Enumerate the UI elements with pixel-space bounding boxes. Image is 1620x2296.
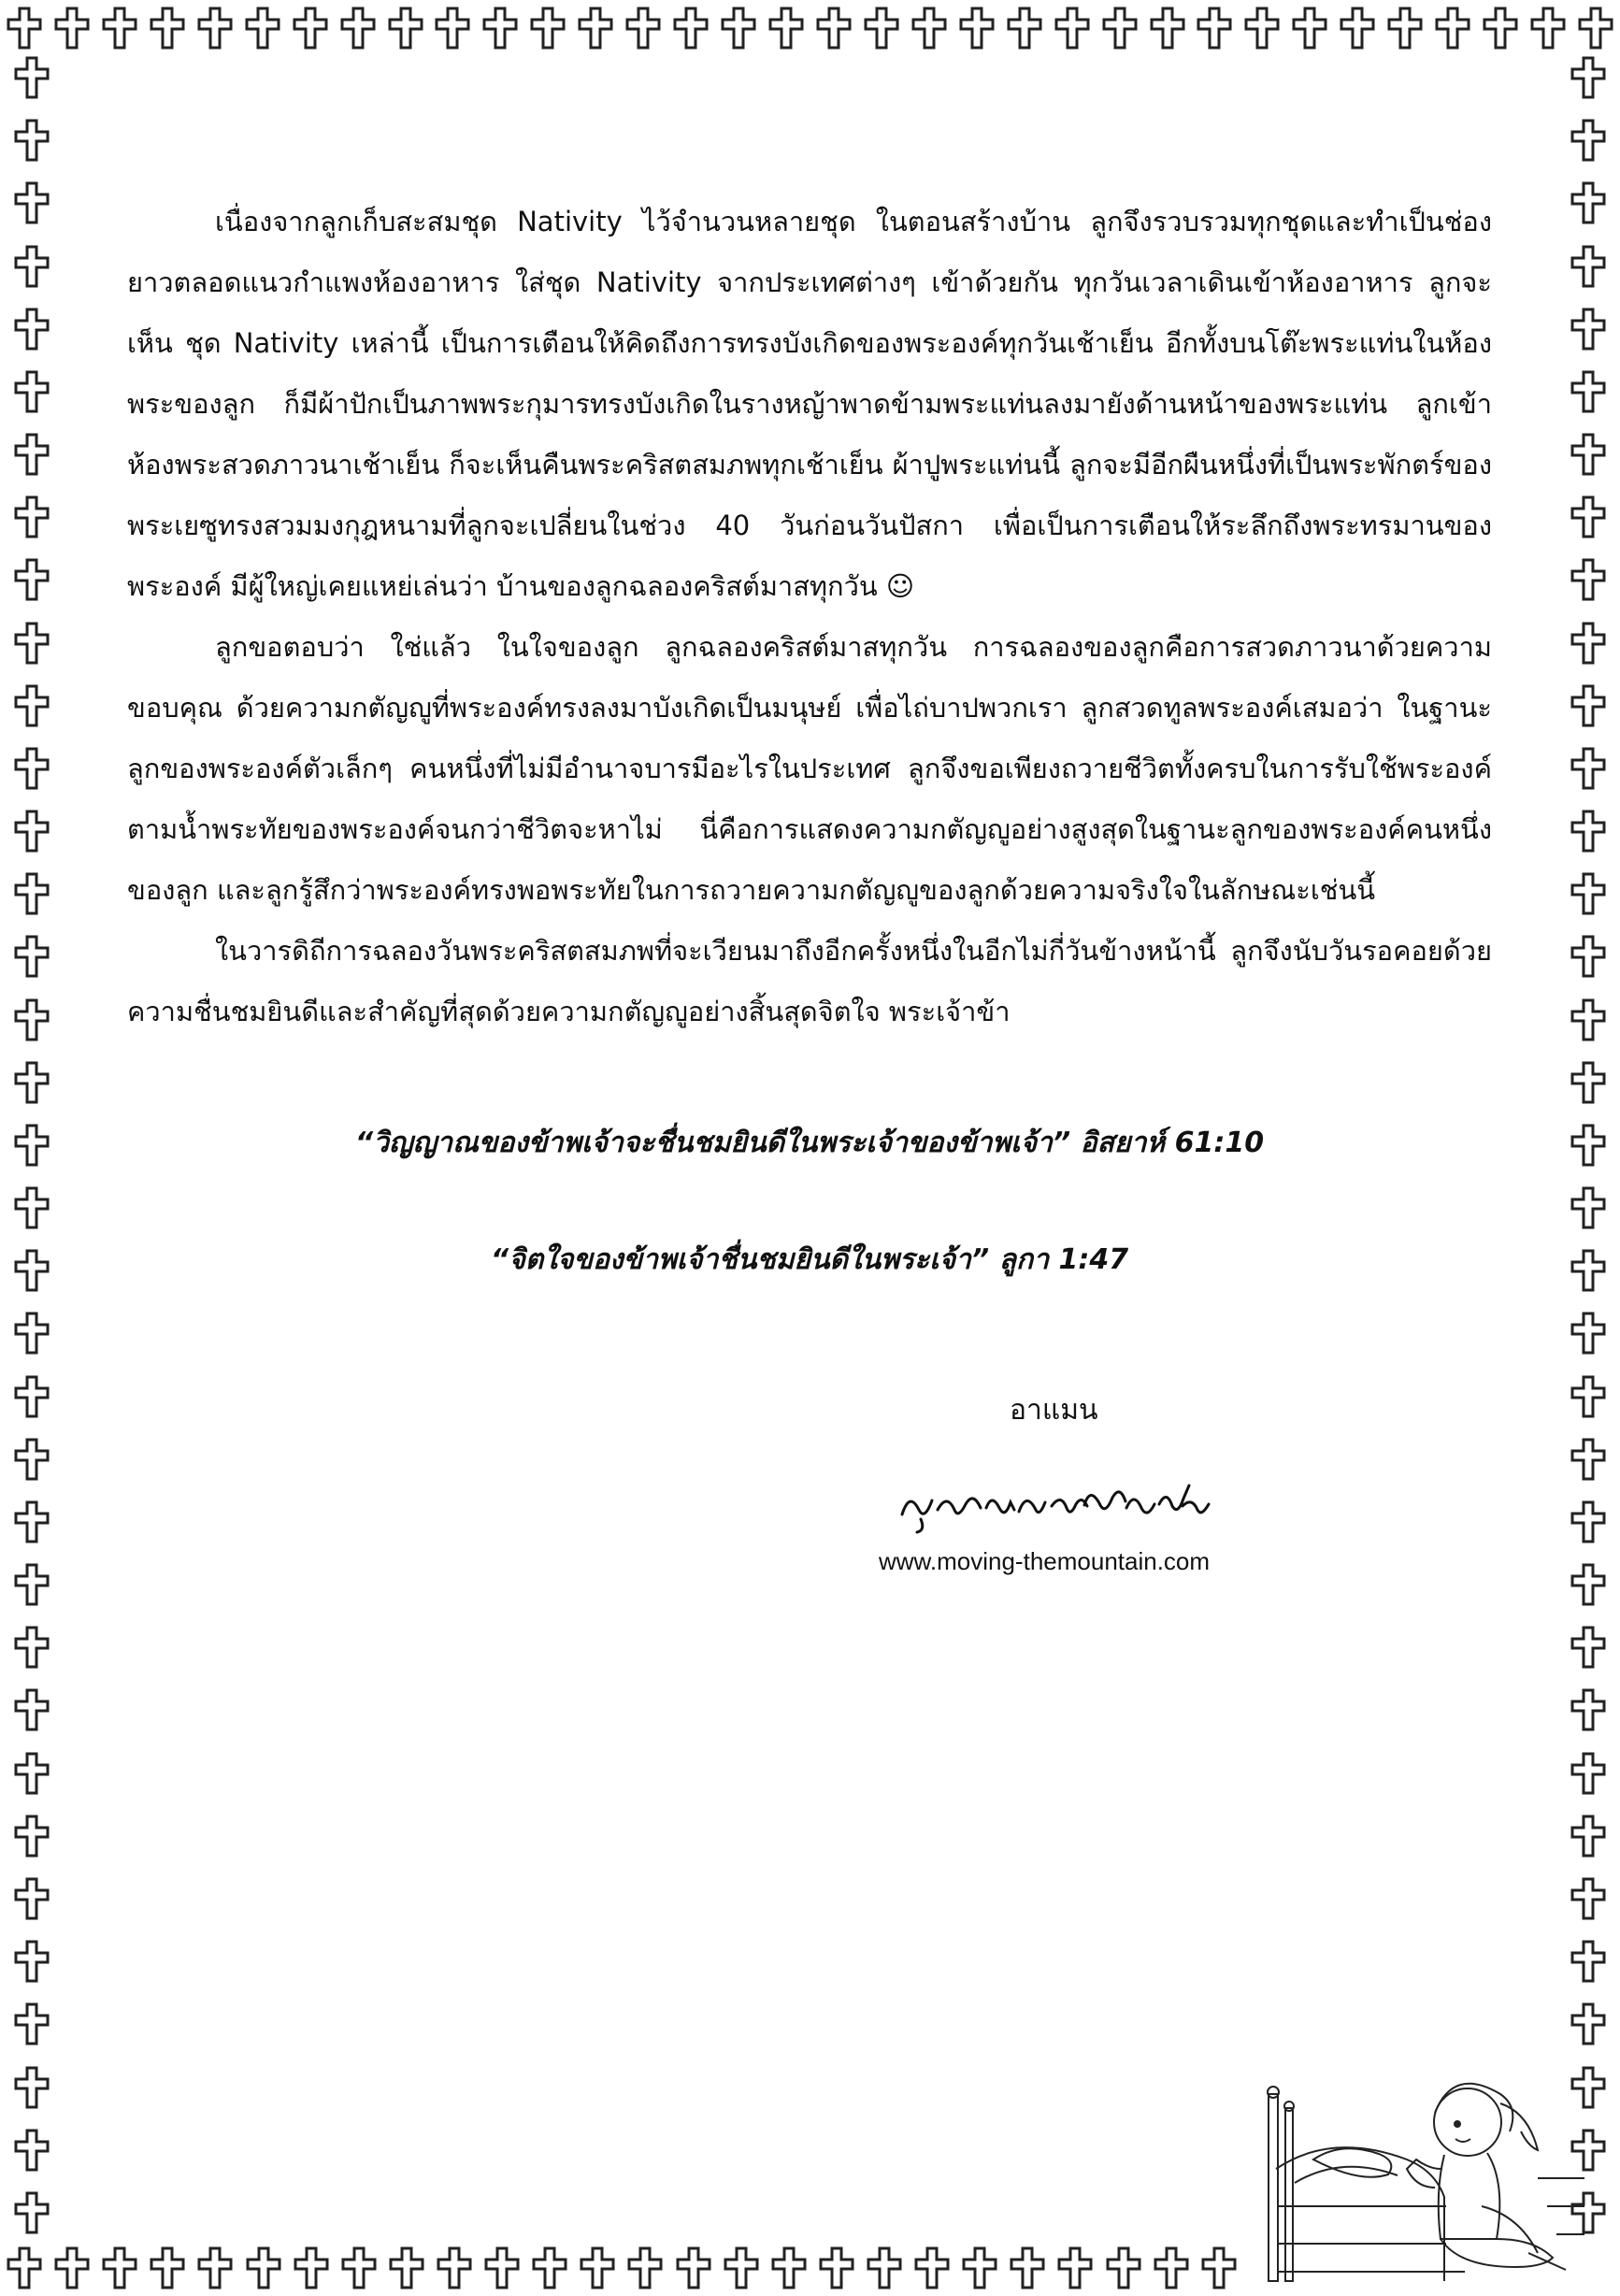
cross-icon: [13, 181, 50, 224]
cross-icon: [13, 433, 50, 476]
praying-child-illustration: [1257, 2019, 1594, 2290]
cross-icon: [913, 2246, 951, 2289]
cross-icon: [13, 1186, 50, 1229]
cross-icon: [13, 935, 50, 978]
cross-icon: [1570, 433, 1607, 476]
cross-icon: [13, 1438, 50, 1481]
cross-icon: [293, 2246, 330, 2289]
cross-icon: [1339, 7, 1376, 50]
cross-icon: [767, 7, 805, 50]
cross-icon: [1570, 1124, 1607, 1167]
cross-icon: [1153, 2246, 1190, 2289]
cross-icon: [149, 7, 186, 50]
cross-icon: [1570, 558, 1607, 601]
cross-icon: [1149, 7, 1186, 50]
cross-icon: [13, 245, 50, 288]
cross-icon: [770, 2246, 808, 2289]
cross-icon: [13, 370, 50, 413]
cross-icon: [6, 2246, 43, 2289]
cross-icon: [1054, 7, 1091, 50]
cross-icon: [13, 56, 50, 99]
cross-icon: [13, 558, 50, 601]
letter-body: [127, 192, 1492, 1282]
cross-icon: [13, 1375, 50, 1418]
cross-icon: [815, 7, 853, 50]
cross-icon: [1434, 7, 1471, 50]
cross-icon: [13, 1688, 50, 1731]
cross-icon: [13, 1124, 50, 1167]
cross-icon: [13, 684, 50, 727]
border-right: [1560, 56, 1616, 2234]
cross-icon: [196, 7, 234, 50]
cross-icon: [245, 2246, 282, 2289]
cross-icon: [863, 7, 900, 50]
cross-icon: [387, 7, 424, 50]
cross-icon: [340, 2246, 378, 2289]
cross-icon: [1570, 935, 1607, 978]
cross-icon: [1570, 1563, 1607, 1606]
cross-icon: [53, 2246, 91, 2289]
cross-icon: [1570, 810, 1607, 853]
cross-icon: [1570, 119, 1607, 162]
cross-icon: [1577, 7, 1614, 50]
cross-icon: [101, 7, 138, 50]
cross-icon: [1570, 1249, 1607, 1292]
cross-icon: [1570, 1688, 1607, 1731]
cross-icon: [13, 810, 50, 853]
cross-icon: [1570, 495, 1607, 538]
cross-icon: [388, 2246, 425, 2289]
cross-icon: [818, 2246, 855, 2289]
cross-icon: [13, 1249, 50, 1292]
cross-icon: [13, 2129, 50, 2172]
cross-icon: [675, 2246, 712, 2289]
cross-icon: [1196, 7, 1233, 50]
cross-icon: [1009, 2246, 1046, 2289]
quote-luke-ref: ลูกา 1:47: [989, 1243, 1129, 1276]
handwritten-signature: [893, 1463, 1229, 1538]
cross-icon: [910, 7, 948, 50]
cross-icon: [1570, 622, 1607, 665]
cross-icon: [723, 2246, 760, 2289]
cross-icon: [13, 1940, 50, 1983]
cross-icon: [13, 495, 50, 538]
cross-icon: [13, 1563, 50, 1606]
cross-icon: [13, 2002, 50, 2045]
cross-icon: [434, 7, 471, 50]
border-bottom: [0, 2240, 1243, 2296]
cross-icon: [53, 7, 91, 50]
cross-icon: [1570, 684, 1607, 727]
quote-isaiah-ref: อิสยาห์ 61:10: [1070, 1126, 1265, 1159]
closing-amen: อาแมน: [1010, 1394, 1098, 1427]
cross-icon: [531, 2246, 568, 2289]
cross-icon: [1570, 1626, 1607, 1669]
cross-icon: [1101, 7, 1139, 50]
cross-icon: [1570, 1438, 1607, 1481]
cross-icon: [1243, 7, 1281, 50]
cross-icon: [1386, 7, 1424, 50]
paragraph-1: เนื่องจากลูกเก็บสะสมชุด Nativity ไว้จำนวนหลายชุด ในตอนสร้างบ้าน ลูกจึงรวบรวมทุกชุดและทำเป็นช่องยาวตลอดแนวกำแพงห้องอาหาร ใส่ชุด Nativity จากประเทศต่างๆ เข้าด้วยกัน ทุกวันเวลาเดินเข้าห้องอาหาร ลูกจะเห็น ชุด Nativity เหล่านี้ เป็นการเตือนให้คิดถึงการทรงบังเกิดของพระองค์ทุกวันเช้าเย็น อีกทั้งบนโต๊ะพระแท่นในห้องพระของลูก ก็มีผ้าปักเป็นภาพพระกุมารทรงบังเกิดในรางหญ้าพาดข้ามพระแท่นลงมายังด้านหน้าของพระแท่น ลูกเข้าห้องพระสวดภาวนาเช้าเย็น ก็จะเห็นคืนพระคริสตสมภพทุกเช้าเย็น ผ้าปูพระแท่นนี้ ลูกจะมีอีกผืนหนึ่งที่เป็นพระพักตร์ของพระเยซูทรงสวมมงกุฎหนามที่ลูกจะเปลี่ยนในช่วง 40 วันก่อนวันปัสกา เพื่อเป็นการเตือนให้ระลึกถึงพระทรมานของพระองค์ มีผู้ใหญ่เคยแหย่เล่นว่า บ้านของลูกฉลองคริสต์มาสทุกวัน ☺: [127, 206, 1492, 602]
cross-icon: [13, 622, 50, 665]
cross-icon: [1006, 7, 1043, 50]
cross-icon: [1570, 181, 1607, 224]
cross-icon: [339, 7, 377, 50]
cross-icon: [958, 7, 996, 50]
cross-icon: [1570, 998, 1607, 1041]
cross-icon: [1529, 7, 1567, 50]
cross-icon: [626, 2246, 664, 2289]
quote-luke: [127, 1238, 1492, 1282]
cross-icon: [1570, 1500, 1607, 1543]
cross-icon: [13, 2191, 50, 2234]
cross-icon: [1105, 2246, 1142, 2289]
quote-isaiah: [127, 1121, 1492, 1165]
cross-icon: [436, 2246, 473, 2289]
paragraph-2: ลูกขอตอบว่า ใช่แล้ว ในใจของลูก ลูกฉลองคริสต์มาสทุกวัน การฉลองของลูกคือการสวดภาวนาด้วยความขอบคุณ ด้วยความกตัญญูที่พระองค์ทรงลงมาบังเกิดเป็นมนุษย์ เพื่อไถ่บาปพวกเรา ลูกสวดทูลพระองค์เสมอว่า ในฐานะลูกของพระองค์ตัวเล็กๆ คนหนึ่งที่ไม่มีอำนาจบารมีอะไรในประเทศ ลูกจึงขอเพียงถวายชีวิตทั้งครบในการรับใช้พระองค์ตามน้ำพระทัยของพระองค์จนกว่าชีวิตจะหาไม่ นี่คือการแสดงความกตัญญูอย่างสูงสุดในฐานะลูกของพระองค์คนหนึ่งของลูก และลูกรู้สึกว่าพระองค์ทรงพอพระทัยในการถวายความกตัญญูของลูกด้วยความจริงใจในลักษณะเช่นนี้: [127, 631, 1492, 906]
cross-icon: [1570, 370, 1607, 413]
cross-icon: [866, 2246, 903, 2289]
cross-icon: [529, 7, 566, 50]
cross-icon: [1570, 1186, 1607, 1229]
cross-icon: [1570, 56, 1607, 99]
cross-icon: [672, 7, 710, 50]
cross-icon: [1570, 1375, 1607, 1418]
cross-icon: [13, 308, 50, 351]
cross-icon: [196, 2246, 234, 2289]
cross-icon: [481, 7, 519, 50]
cross-icon: [1200, 2246, 1238, 2289]
cross-icon: [13, 747, 50, 790]
cross-icon: [1570, 747, 1607, 790]
cross-icon: [1570, 1312, 1607, 1355]
border-top: [0, 0, 1620, 56]
cross-icon: [13, 1626, 50, 1669]
cross-icon: [13, 872, 50, 915]
website-url: www.moving-themountain.com: [879, 1547, 1211, 1575]
cross-icon: [1482, 7, 1519, 50]
cross-icon: [1570, 1940, 1607, 1983]
cross-icon: [1570, 872, 1607, 915]
cross-icon: [6, 7, 43, 50]
cross-icon: [1291, 7, 1328, 50]
paragraph-3: ในวารดิถีการฉลองวันพระคริสตสมภพที่จะเวียนมาถึงอีกครั้งหนึ่งในอีกไม่กี่วันข้างหน้านี้ ลูกจึงนับวันรอคอยด้วยความชื่นชมยินดีและสำคัญที่สุดด้วยความกตัญญูอย่างสิ้นสุดจิตใจ พระเจ้าข้า: [127, 935, 1492, 1027]
cross-icon: [577, 7, 614, 50]
cross-icon: [720, 7, 757, 50]
cross-icon: [13, 998, 50, 1041]
cross-icon: [1570, 308, 1607, 351]
cross-icon: [13, 1752, 50, 1795]
cross-icon: [1570, 1877, 1607, 1920]
cross-icon: [244, 7, 281, 50]
quote-isaiah-text: “วิญญาณของข้าพเจ้าจะชื่นชมยินดีในพระเจ้าของข้าพเจ้า”: [354, 1126, 1071, 1159]
cross-icon: [961, 2246, 998, 2289]
cross-icon: [13, 119, 50, 162]
cross-icon: [624, 7, 662, 50]
cross-icon: [1570, 245, 1607, 288]
cross-icon: [13, 1061, 50, 1104]
border-left: [4, 56, 60, 2234]
cross-icon: [13, 1815, 50, 1858]
cross-icon: [101, 2246, 138, 2289]
cross-icon: [13, 1312, 50, 1355]
cross-icon: [1570, 1815, 1607, 1858]
cross-icon: [13, 2066, 50, 2109]
cross-icon: [483, 2246, 521, 2289]
cross-icon: [579, 2246, 616, 2289]
cross-icon: [1570, 1061, 1607, 1104]
cross-icon: [1056, 2246, 1094, 2289]
cross-icon: [13, 1877, 50, 1920]
quote-luke-text: “จิตใจของข้าพเจ้าชื่นชมยินดีในพระเจ้า”: [490, 1243, 990, 1276]
cross-icon: [13, 1500, 50, 1543]
cross-icon: [149, 2246, 186, 2289]
cross-icon: [292, 7, 329, 50]
cross-icon: [1570, 1752, 1607, 1795]
